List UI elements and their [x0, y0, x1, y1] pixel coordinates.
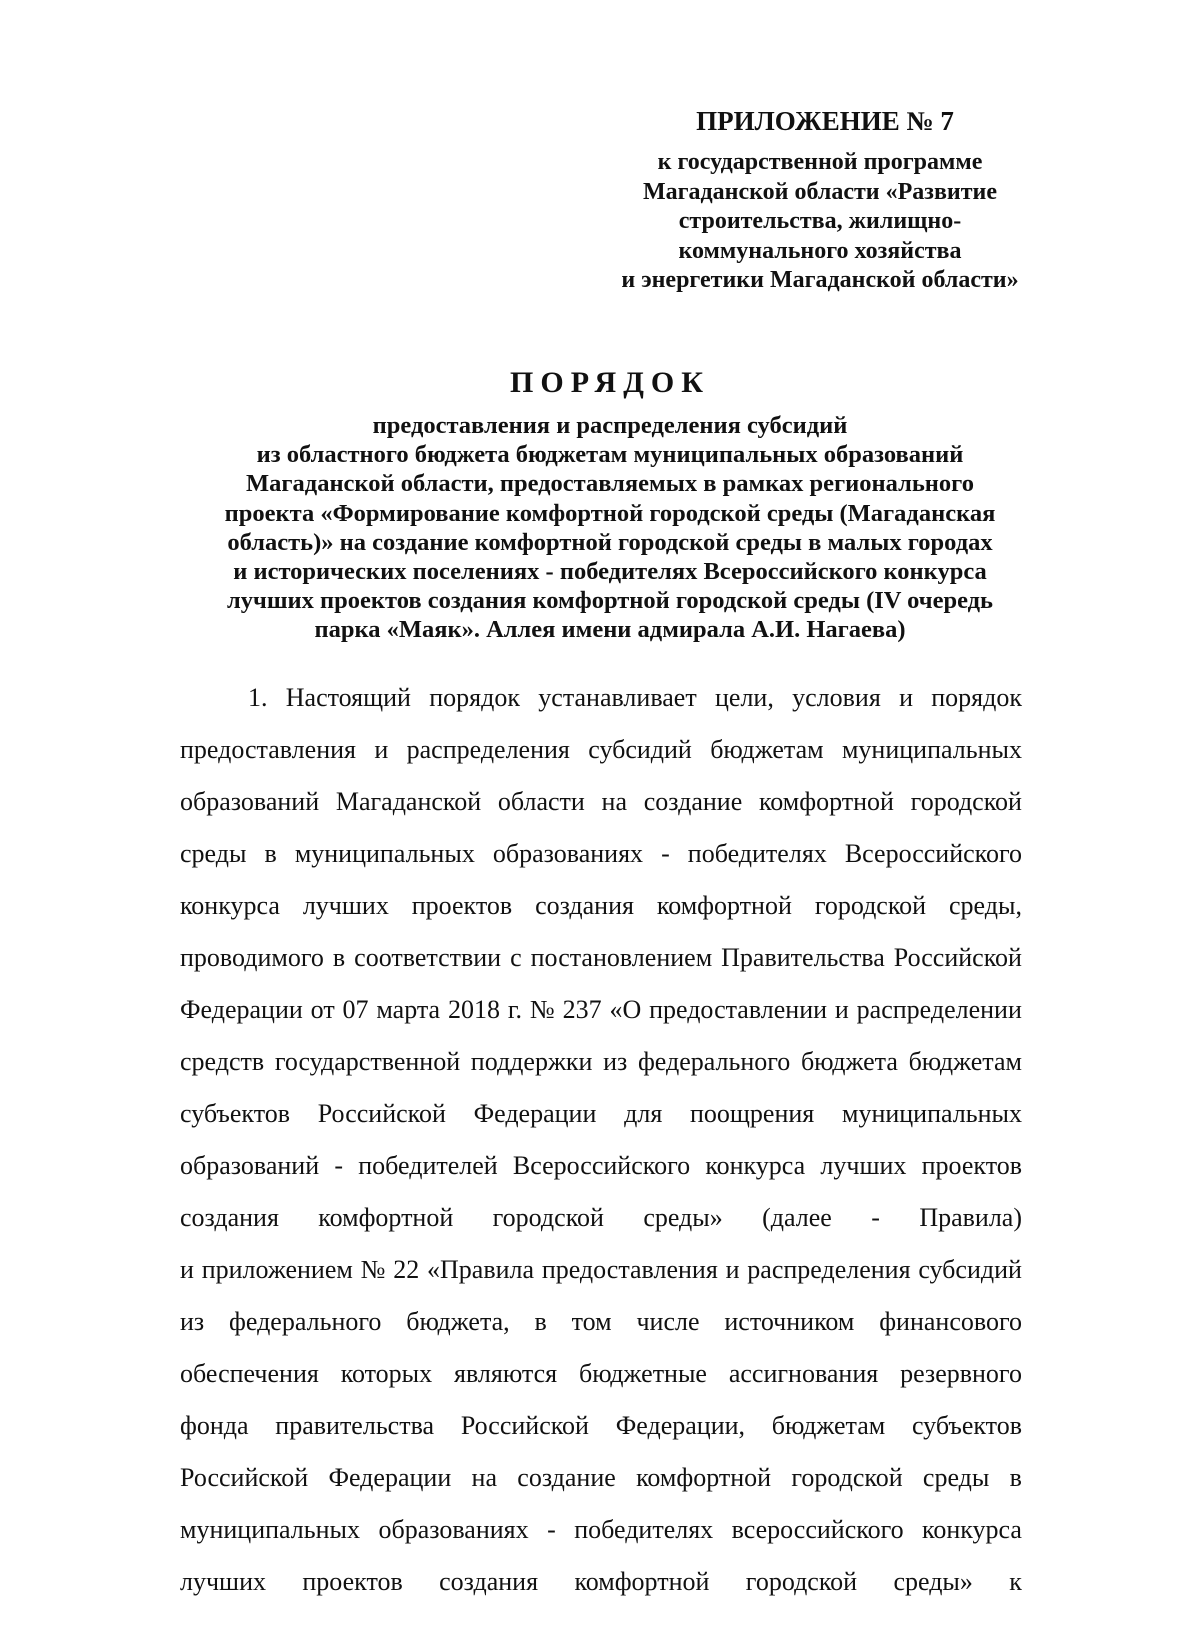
- body-word: резервного: [900, 1359, 1022, 1388]
- body-word: создания: [439, 1567, 539, 1596]
- body-word: числе: [636, 1307, 700, 1336]
- document-subtitle-line: из областного бюджета бюджетам муниципальных образований: [256, 441, 964, 469]
- appendix-line: и энергетики Магаданской области»: [621, 267, 1019, 293]
- document-subtitle-line: парка «Маяк». Аллея имени адмирала А.И. Нагаева): [314, 616, 906, 644]
- body-word: лучших: [302, 891, 389, 920]
- body-word: из: [180, 1307, 205, 1336]
- body-word: муниципальных: [841, 735, 1022, 764]
- body-word: распределения: [406, 735, 570, 764]
- body-word: Российской: [893, 943, 1022, 972]
- body-line: [180, 1036, 1022, 1088]
- body-word: №: [529, 995, 555, 1024]
- body-word: создание: [643, 787, 743, 816]
- body-word: Всероссийского: [512, 1151, 691, 1180]
- body-word: Магаданской: [335, 787, 482, 816]
- body-word: предоставлении: [649, 995, 828, 1024]
- body-word: бюджетам: [771, 1411, 886, 1440]
- body-word: которых: [340, 1359, 433, 1388]
- body-word: условия: [792, 683, 881, 712]
- body-word: федерального: [229, 1307, 382, 1336]
- document-title: ПОРЯДОК: [510, 366, 710, 399]
- body-line: [180, 1504, 1022, 1556]
- body-word: порядок: [931, 683, 1022, 712]
- body-word: предоставления: [541, 1255, 718, 1284]
- body-word: субсидий: [918, 1255, 1022, 1284]
- document-subtitle-line: лучших проектов создания комфортной городской среды (IV очередь: [227, 587, 993, 615]
- body-line: [180, 1556, 1022, 1608]
- body-word: 237: [562, 995, 602, 1024]
- body-line: [180, 724, 1022, 776]
- body-word: государственной: [274, 1047, 461, 1076]
- body-word: поощрения: [690, 1099, 815, 1128]
- body-line: [180, 776, 1022, 828]
- body-word: -: [334, 1151, 343, 1180]
- body-word: Российской: [460, 1411, 589, 1440]
- document-title-block: [170, 365, 1050, 645]
- body-word: -: [547, 1515, 556, 1544]
- body-word: фонда: [180, 1411, 249, 1440]
- document-subtitle-line: проекта «Формирование комфортной городской среды (Магаданская: [224, 499, 996, 527]
- body-word: предоставления: [180, 735, 356, 764]
- body-word: правительства: [275, 1411, 435, 1440]
- body-word: в: [264, 839, 277, 868]
- body-word: «Правила: [427, 1255, 535, 1284]
- body-word: среды»: [643, 1203, 723, 1232]
- body-word: порядок: [429, 683, 520, 712]
- body-word: распределения: [747, 1255, 911, 1284]
- body-line: [180, 1140, 1022, 1192]
- body-word: образований: [180, 787, 320, 816]
- body-word: лучших: [180, 1567, 266, 1596]
- document-subtitle-line: Магаданской области, предоставляемых в рамках регионального: [246, 470, 974, 498]
- body-word: конкурса: [705, 1151, 806, 1180]
- body-word: создания: [535, 891, 634, 920]
- body-word: на: [471, 1463, 497, 1492]
- body-word: комфортной: [574, 1567, 710, 1596]
- body-word: в: [332, 943, 346, 972]
- body-word: (далее: [762, 1203, 832, 1232]
- body-word: Настоящий: [285, 683, 411, 712]
- body-word: лучших: [820, 1151, 907, 1180]
- appendix-line: строительства, жилищно-: [678, 208, 962, 234]
- body-word: образованиях: [378, 1515, 529, 1544]
- body-word: 1.: [248, 683, 268, 712]
- body-word: на: [601, 787, 628, 816]
- body-word: городской: [492, 1203, 604, 1232]
- body-word: бюджета,: [406, 1307, 510, 1336]
- body-word: средств: [180, 1047, 265, 1076]
- body-word: комфортной: [318, 1203, 454, 1232]
- body-word: муниципальных: [841, 1099, 1022, 1128]
- body-word: для: [624, 1099, 663, 1128]
- body-word: устанавливает: [538, 683, 697, 712]
- body-word: и: [180, 1255, 194, 1284]
- body-word: «О: [609, 995, 642, 1024]
- body-word: обеспечения: [180, 1359, 319, 1388]
- body-word: бюджетам: [710, 735, 824, 764]
- body-line: [180, 672, 1022, 724]
- body-word: комфортной: [758, 787, 894, 816]
- body-line: [180, 880, 1022, 932]
- body-word: субъектов: [180, 1099, 291, 1128]
- body-word: городской: [814, 891, 927, 920]
- body-word: являются: [454, 1359, 558, 1388]
- body-word: поддержки: [470, 1047, 593, 1076]
- body-word: и: [899, 683, 913, 712]
- body-word: Правила): [919, 1203, 1022, 1232]
- body-word: муниципальных: [180, 1515, 361, 1544]
- body-word: Российской: [317, 1099, 446, 1128]
- body-word: цели,: [714, 683, 774, 712]
- body-word: создания: [180, 1203, 279, 1232]
- body-word: соответствии: [354, 943, 502, 972]
- body-word: проводимого: [180, 943, 324, 972]
- body-word: приложением: [201, 1255, 353, 1284]
- body-line: [180, 984, 1022, 1036]
- body-word: 22: [393, 1255, 420, 1284]
- body-word: субсидий: [588, 735, 692, 764]
- body-word: Федерации: [328, 1463, 452, 1492]
- body-word: всероссийского: [731, 1515, 904, 1544]
- body-word: в: [534, 1307, 547, 1336]
- body-word: бюджета: [800, 1047, 898, 1076]
- body-word: Федерации,: [615, 1411, 746, 1440]
- body-word: №: [360, 1255, 386, 1284]
- body-word: образованиях: [492, 839, 644, 868]
- appendix-title: ПРИЛОЖЕНИЕ № 7: [696, 106, 954, 136]
- body-word: Российской: [180, 1463, 309, 1492]
- body-word: от: [310, 995, 335, 1024]
- body-word: Правительства: [721, 943, 885, 972]
- document-subtitle-line: предоставления и распределения субсидий: [372, 412, 848, 439]
- body-word: распределении: [856, 995, 1022, 1024]
- body-word: из: [603, 1047, 628, 1076]
- body-word: ассигнования: [728, 1359, 879, 1388]
- body-word: конкурса: [180, 891, 280, 920]
- body-line: [180, 1400, 1022, 1452]
- document-subtitle-line: и исторических поселениях - победителях Всероссийского конкурса: [233, 558, 987, 586]
- body-word: проектов: [302, 1567, 403, 1596]
- body-word: 2018: [447, 995, 500, 1024]
- body-word: Федерации: [180, 995, 303, 1024]
- body-word: городской: [910, 787, 1022, 816]
- body-word: городской: [791, 1463, 903, 1492]
- body-word: Всероссийского: [844, 839, 1022, 868]
- body-word: и: [725, 1255, 740, 1284]
- body-line: [180, 1296, 1022, 1348]
- body-paragraph: [180, 672, 1022, 1608]
- document-subtitle-line: область)» на создание комфортной городской среды в малых городах: [227, 528, 993, 556]
- body-word: проектов: [921, 1151, 1022, 1180]
- body-word: с: [510, 943, 522, 972]
- appendix-line: коммунального хозяйства: [678, 237, 962, 264]
- body-word: финансового: [879, 1307, 1022, 1336]
- body-word: муниципальных: [294, 839, 475, 868]
- body-word: федерального: [637, 1047, 791, 1076]
- body-word: городской: [745, 1567, 858, 1596]
- body-line: [180, 932, 1022, 984]
- body-word: том: [571, 1307, 612, 1336]
- body-word: и: [374, 735, 389, 764]
- body-line: [180, 828, 1022, 880]
- body-word: источником: [724, 1307, 855, 1336]
- body-line: [180, 1088, 1022, 1140]
- body-line: [180, 1348, 1022, 1400]
- body-line: [180, 1192, 1022, 1244]
- body-word: и: [834, 995, 849, 1024]
- body-word: г.: [507, 995, 523, 1024]
- body-line: [180, 1244, 1022, 1296]
- body-word: конкурса: [922, 1515, 1022, 1544]
- body-word: -: [661, 839, 670, 868]
- body-word: победителях: [574, 1515, 714, 1544]
- appendix-line: Магаданской области «Развитие: [642, 178, 997, 205]
- body-word: победителей: [358, 1151, 498, 1180]
- body-word: в: [1009, 1463, 1022, 1492]
- body-word: к: [1009, 1567, 1022, 1596]
- appendix-line: к государственной программе: [657, 149, 983, 175]
- body-word: комфортной: [636, 1463, 772, 1492]
- body-line: [180, 1452, 1022, 1504]
- body-word: среды: [180, 839, 247, 868]
- body-word: среды»: [893, 1567, 973, 1596]
- body-word: 07: [342, 995, 369, 1024]
- body-word: среды,: [949, 891, 1022, 920]
- appendix-header: [600, 104, 1040, 296]
- body-word: образований: [180, 1151, 320, 1180]
- body-word: победителях: [687, 839, 827, 868]
- body-word: марта: [376, 995, 441, 1024]
- body-word: Федерации: [473, 1099, 597, 1128]
- body-word: субъектов: [911, 1411, 1022, 1440]
- body-word: комфортной: [656, 891, 792, 920]
- body-word: среды: [922, 1463, 990, 1492]
- body-word: бюджетам: [908, 1047, 1022, 1076]
- body-word: постановлением: [530, 943, 713, 972]
- body-word: бюджетные: [578, 1359, 707, 1388]
- body-word: области: [497, 787, 585, 816]
- body-word: создание: [517, 1463, 616, 1492]
- body-word: -: [871, 1203, 880, 1232]
- body-word: проектов: [411, 891, 513, 920]
